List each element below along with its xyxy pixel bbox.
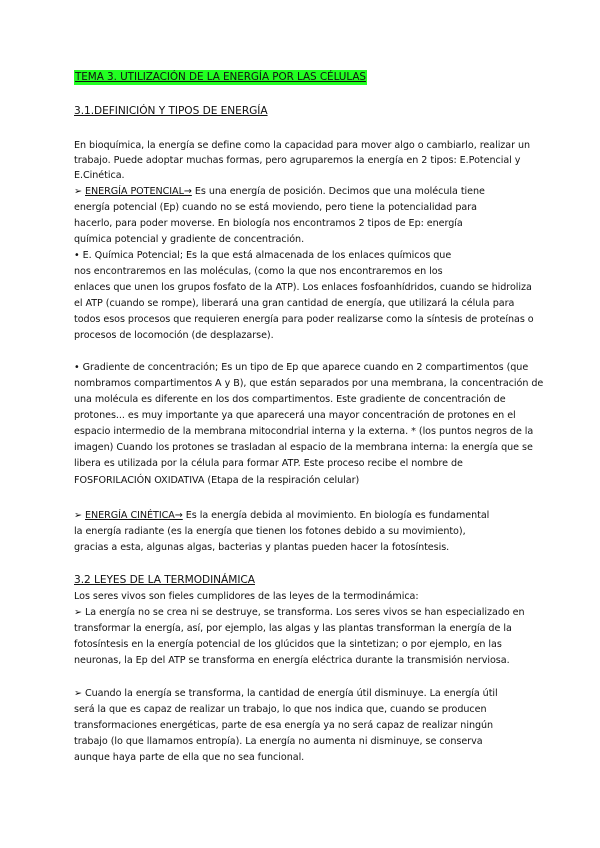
paragraph-line: gracias a esta, algunas algas, bacterias y plantas pueden hacer la fotosíntesis.: [74, 542, 450, 553]
energia-potencial-line: [74, 184, 485, 199]
paragraph-line: química potencial y gradiente de concentración.: [74, 234, 305, 245]
paragraph-line: • E. Química Potencial; Es la que está almacenada de los enlaces químicos que: [74, 250, 452, 261]
energia-cinetica-text: Es la energía debida al movimiento. En biología es fundamental: [182, 510, 490, 521]
energia-cinetica-label: ENERGÍA CINÉTICA→: [85, 510, 183, 521]
arrow-bullet: ➢: [74, 510, 85, 521]
paragraph-line: todos esos procesos que requieren energía para poder realizarse como la síntesis de proteínas o: [74, 314, 534, 325]
energia-potencial-text: Es una energía de posición. Decimos que una molécula tiene: [191, 186, 485, 197]
paragraph-line: hacerlo, para poder moverse. En biología nos encontramos 2 tipos de Ep: energía: [74, 218, 463, 229]
paragraph-line: trabajo (lo que llamamos entropía). La energía no aumenta ni disminuye, se conserva: [74, 736, 483, 747]
arrow-bullet: ➢: [74, 186, 85, 197]
paragraph-line: procesos de locomoción (de desplazarse).: [74, 330, 274, 341]
paragraph-line: transformaciones energéticas, parte de esa energía ya no será capaz de realizar ningún: [74, 720, 494, 731]
paragraph-line: FOSFORILACIÓN OXIDATIVA (Etapa de la respiración celular): [74, 475, 360, 486]
paragraph-line: E.Cinética.: [74, 170, 125, 181]
paragraph-line: aunque haya parte de ella que no sea funcional.: [74, 752, 305, 763]
paragraph-line: • Gradiente de concentración; Es un tipo de Ep que aparece cuando en 2 compartimentos (que: [74, 362, 529, 373]
paragraph-line: ➢ La energía no se crea ni se destruye, se transforma. Los seres vivos se han especializado en: [74, 607, 525, 618]
paragraph-line: trabajo. Puede adoptar muchas formas, pero agruparemos la energía en 2 tipos: E.Potencial y: [74, 155, 521, 166]
paragraph-line: nos encontraremos en las moléculas, (como la que nos encontraremos en los: [74, 266, 443, 277]
paragraph-line: protones... es muy importante ya que aparecerá una mayor concentración de protones en el: [74, 410, 516, 421]
paragraph-line: nombramos compartimentos A y B), que están separados por una membrana, la concentración de: [74, 378, 544, 389]
paragraph-line: espacio intermedio de la membrana mitocondrial interna y la externa. * (los puntos negros de la: [74, 426, 534, 437]
energia-potencial-label: ENERGÍA POTENCIAL→: [85, 186, 192, 197]
paragraph-line: enlaces que unen los grupos fosfato de la ATP). Los enlaces fosfoanhídridos, cuando se hidroliza: [74, 282, 532, 293]
page-title: TEMA 3. UTILIZACIÓN DE LA ENERGÍA POR LAS CÉLULAS: [75, 71, 366, 83]
energia-cinetica-line: [74, 508, 489, 523]
paragraph-line: será la que es capaz de realizar un trabajo, lo que nos indica que, cuando se producen: [74, 704, 487, 715]
paragraph-line: energía potencial (Ep) cuando no se está moviendo, pero tiene la potencialidad para: [74, 202, 477, 213]
section-heading-1: 3.1.DEFINICIÓN Y TIPOS DE ENERGÍA: [74, 105, 268, 117]
paragraph-line: fotosíntesis en la energía potencial de los glúcidos que la sintetizan; o por ejemplo, en las: [74, 639, 502, 650]
paragraph-line: libera es utilizada por la célula para formar ATP. Este proceso recibe el nombre de: [74, 458, 463, 469]
paragraph-line: neuronas, la Ep del ATP se transforma en energía eléctrica durante la transmisión nerviosa.: [74, 655, 510, 666]
paragraph-line: En bioquímica, la energía se define como la capacidad para mover algo o cambiarlo, realizar un: [74, 140, 531, 151]
section-heading-2: 3.2 LEYES DE LA TERMODINÁMICA: [74, 574, 255, 586]
paragraph-line: el ATP (cuando se rompe), liberará una gran cantidad de energía, que utilizará la célula para: [74, 298, 515, 309]
paragraph-line: Los seres vivos son fieles cumplidores de las leyes de la termodinámica:: [74, 591, 419, 602]
paragraph-line: transformar la energía, así, por ejemplo, las algas y las plantas transforman la energía de la: [74, 623, 512, 634]
paragraph-line: la energía radiante (es la energía que tienen los fotones debido a su movimiento),: [74, 526, 466, 537]
paragraph-line: una molécula es diferente en los dos compartimentos. Este gradiente de concentración de: [74, 394, 506, 405]
paragraph-line: ➢ Cuando la energía se transforma, la cantidad de energía útil disminuye. La energía útil: [74, 688, 498, 699]
paragraph-line: imagen) Cuando los protones se trasladan al espacio de la membrana interna: la energía que se: [74, 442, 533, 453]
